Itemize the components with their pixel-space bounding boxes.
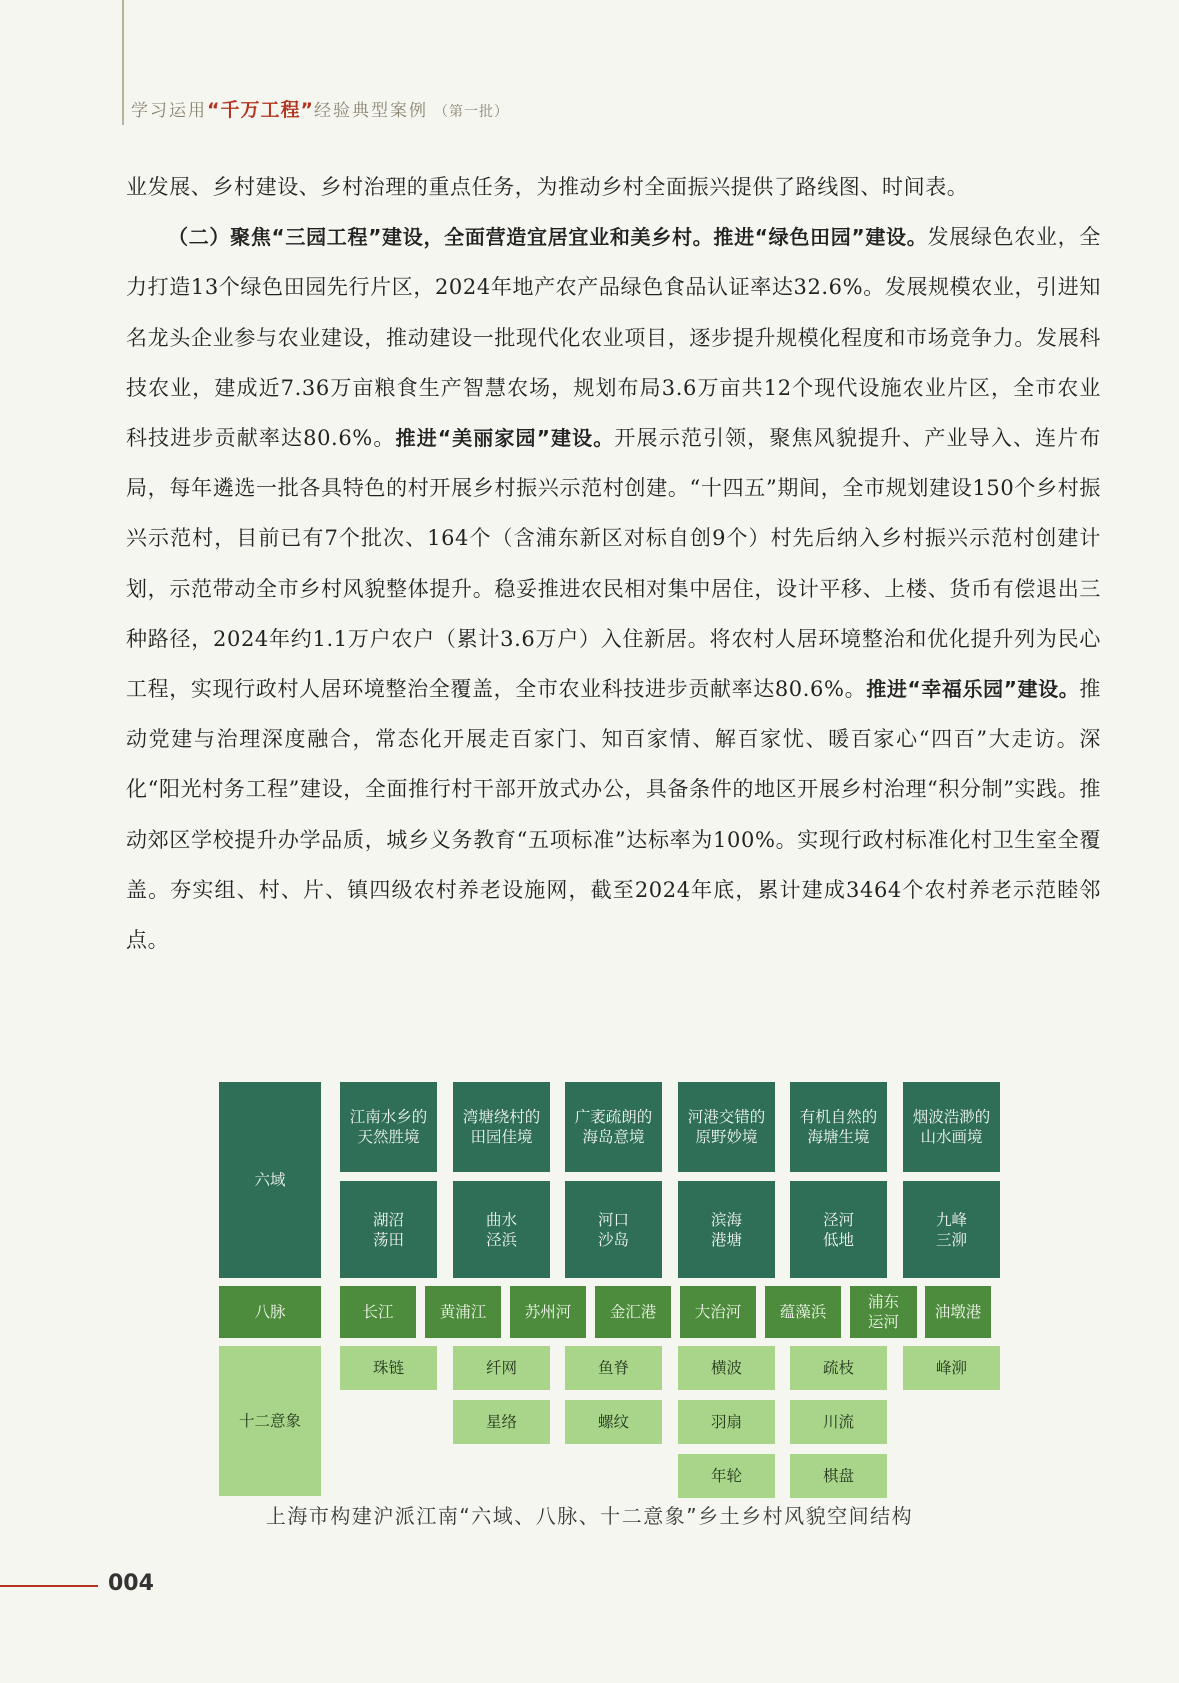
- header-highlight: “千万工程”: [207, 99, 314, 121]
- liuyu-place-3: 河口 沙岛: [565, 1181, 662, 1278]
- shier-12: 棋盘: [790, 1454, 887, 1498]
- liuyu-place-1: 湖沼 荡田: [340, 1181, 437, 1278]
- liuyu-place-4: 滨海 港塘: [678, 1181, 775, 1278]
- footer-rule: [0, 1585, 98, 1587]
- liuyu-scene-3: 广袤疏朗的 海岛意境: [565, 1082, 662, 1172]
- bamai-7: 浦东 运河: [850, 1286, 917, 1338]
- bamai-5: 大治河: [680, 1286, 756, 1338]
- shier-8: 螺纹: [565, 1400, 662, 1444]
- shier-4: 横波: [678, 1346, 775, 1390]
- shier-2: 纤网: [453, 1346, 550, 1390]
- shier-11: 年轮: [678, 1454, 775, 1498]
- header-prefix: 学习运用: [131, 101, 207, 121]
- shier-3: 鱼脊: [565, 1346, 662, 1390]
- shier-7: 星络: [453, 1400, 550, 1444]
- liuyu-place-2: 曲水 泾浜: [453, 1181, 550, 1278]
- beautiful-home-text: 开展示范引领，聚焦风貌提升、产业导入、连片布局，每年遴选一批各具特色的村开展乡村振兴示范村创建。“十四五”期间，全市规划建设150个乡村振兴示范村，目前已有7个批次、164个（含浦东新区对标自创9个）村先后纳入乡村振兴示范村创建计划，示范带动全市乡村风貌整体提升。稳妥推进农民相对集中居住，设计平移、上楼、货币有偿退出三种路径，2024年约1.1万户农户（累计3.6万户）入住新居。将农村人居环境整治和优化提升列为民心工程，实现行政村人居环境整治全覆盖，全市农业科技进步贡献率达80.6%。: [126, 426, 1101, 702]
- paragraph-2-heading: （二）聚焦“三园工程”建设，全面营造宜居宜业和美乡村。: [168, 225, 714, 250]
- bamai-2: 黄浦江: [425, 1286, 501, 1338]
- row-label-liuyu: 六域: [219, 1082, 321, 1278]
- paragraph-2: [126, 212, 1101, 965]
- liuyu-scene-4: 河港交错的 原野妙境: [678, 1082, 775, 1172]
- green-field-heading: 推进“绿色田园”建设。: [713, 225, 928, 250]
- header-suffix: 经验典型案例: [313, 101, 428, 121]
- bamai-3: 苏州河: [510, 1286, 586, 1338]
- bamai-6: 蕴藻浜: [765, 1286, 841, 1338]
- running-header: [131, 95, 509, 125]
- happy-park-text: 推动党建与治理深度融合，常态化开展走百家门、知百家情、解百家忧、暖百家心“四百”大走访。深化“阳光村务工程”建设，全面推行村干部开放式办公，具备条件的地区开展乡村治理“积分制”实践。推动郊区学校提升办学品质，城乡义务教育“五项标准”达标率为100%。实现行政村标准化村卫生室全覆盖。夯实组、村、片、镇四级农村养老设施网，截至2024年底，累计建成3464个农村养老示范睦邻点。: [126, 677, 1102, 953]
- liuyu-scene-5: 有机自然的 海塘生境: [790, 1082, 887, 1172]
- shier-9: 羽扇: [678, 1400, 775, 1444]
- bamai-8: 油墩港: [925, 1286, 991, 1338]
- figure-caption: 上海市构建沪派江南“六域、八脉、十二意象”乡土乡村风貌空间结构: [265, 1504, 914, 1528]
- bamai-4: 金汇港: [595, 1286, 671, 1338]
- liuyu-scene-1: 江南水乡的 天然胜境: [340, 1082, 437, 1172]
- liuyu-place-5: 泾河 低地: [790, 1181, 887, 1278]
- paragraph-1: 业发展、乡村建设、乡村治理的重点任务，为推动乡村全面振兴提供了路线图、时间表。: [126, 175, 969, 199]
- beautiful-home-heading: 推进“美丽家园”建设。: [395, 426, 615, 451]
- header-batch: （第一批）: [433, 104, 509, 120]
- row-label-shier: 十二意象: [219, 1346, 321, 1496]
- liuyu-scene-6: 烟波浩渺的 山水画境: [903, 1082, 1000, 1172]
- shier-10: 川流: [790, 1400, 887, 1444]
- shier-1: 珠链: [340, 1346, 437, 1390]
- row-label-bamai: 八脉: [219, 1286, 321, 1338]
- shier-5: 疏枝: [790, 1346, 887, 1390]
- shier-6: 峰泖: [903, 1346, 1000, 1390]
- bamai-1: 长江: [340, 1286, 416, 1338]
- liuyu-scene-2: 湾塘绕村的 田园佳境: [453, 1082, 550, 1172]
- green-field-text: 发展绿色农业，全力打造13个绿色田园先行片区，2024年地产农产品绿色食品认证率达32.6%。发展规模农业，引进知名龙头企业参与农业建设，推动建设一批现代化农业项目，逐步提升规模化程度和市场竞争力。发展科技农业，建成近7.36万亩粮食生产智慧农场，规划布局3.6万亩共12个现代设施农业片区，全市农业科技进步贡献率达80.6%。: [126, 225, 1101, 451]
- body-text: [126, 162, 1101, 965]
- page-number: 004: [108, 1571, 154, 1596]
- happy-park-heading: 推进“幸福乐园”建设。: [866, 677, 1080, 702]
- margin-rule: [122, 0, 124, 125]
- liuyu-place-6: 九峰 三泖: [903, 1181, 1000, 1278]
